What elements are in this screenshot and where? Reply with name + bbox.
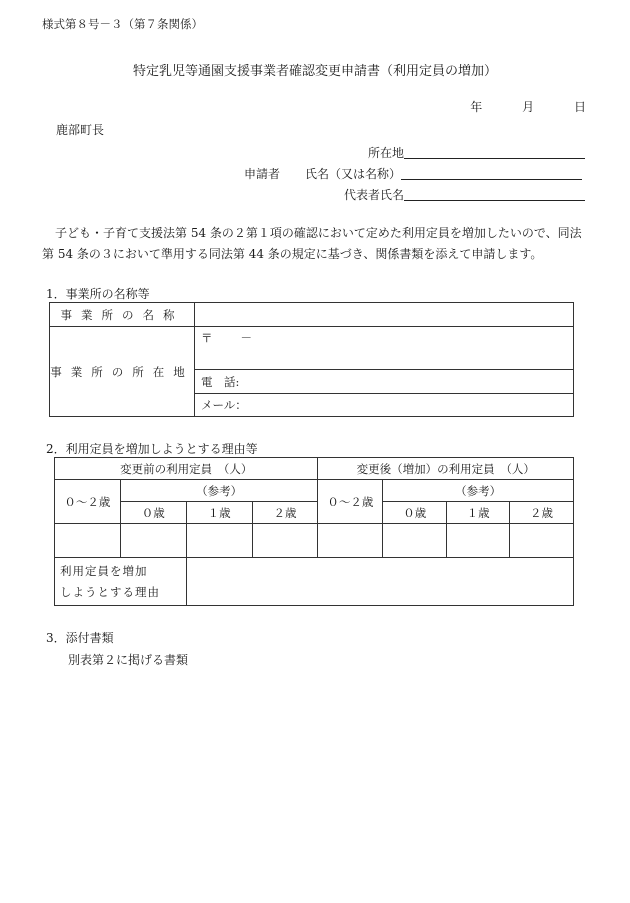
application-statement: 子ども・子育て支援法第 54 条の２第１項の確認において定めた利用定員を増加したいので、同法第 54 条の３において準用する同法第 44 条の規定に基づき、関係書類を添えて申請します。	[42, 226, 582, 261]
form-number: 様式第８号－３（第７条関係）	[42, 17, 203, 31]
section3-heading: 3．添付書類	[46, 631, 114, 645]
before-age-0-header: ０歳	[120, 502, 186, 524]
representative-field[interactable]	[404, 187, 585, 201]
before-age-1-input[interactable]	[186, 524, 252, 558]
after-reference-label: （参考）	[383, 480, 574, 502]
before-age-0-2-header: ０～２歳	[55, 480, 121, 524]
phone-label: 電 話:	[201, 374, 240, 389]
date-year: 年	[470, 100, 483, 114]
after-age-1-header: １歳	[447, 502, 510, 524]
date-month: 月	[522, 100, 535, 114]
after-age-1-input[interactable]	[447, 524, 510, 558]
after-age-2-input[interactable]	[510, 524, 574, 558]
before-age-2-input[interactable]	[252, 524, 318, 558]
name-label: 氏名（又は名称）	[305, 167, 402, 181]
name-field[interactable]	[401, 166, 582, 180]
reason-label-line2: しようとする理由	[60, 584, 160, 599]
after-age-2-header: ２歳	[510, 502, 574, 524]
before-capacity-header: 変更前の利用定員 （人）	[55, 458, 318, 480]
addressee: 鹿部町長	[56, 123, 105, 137]
before-age-1-header: １歳	[186, 502, 252, 524]
after-age-0-header: ０歳	[383, 502, 447, 524]
applicant-role-label: 申請者	[244, 167, 281, 181]
reason-field[interactable]	[186, 558, 573, 606]
address-field[interactable]	[404, 145, 585, 159]
before-age-0-2-input[interactable]	[55, 524, 121, 558]
date-day: 日	[573, 100, 586, 114]
postal-code-field[interactable]	[195, 327, 574, 370]
before-age-0-input[interactable]	[120, 524, 186, 558]
facility-location-label: 事業所の所在地	[50, 327, 195, 417]
capacity-table	[54, 457, 574, 606]
before-age-2-header: ２歳	[252, 502, 318, 524]
name-row	[305, 165, 582, 182]
address-row	[368, 144, 585, 161]
before-reference-label: （参考）	[120, 480, 318, 502]
phone-field[interactable]	[195, 370, 574, 394]
address-label: 所在地	[368, 146, 405, 160]
date-line	[470, 98, 586, 115]
postal-mark: 〒	[201, 331, 213, 345]
section1-heading: 1．事業所の名称等	[46, 287, 150, 301]
facility-name-field[interactable]	[195, 303, 574, 327]
reason-label-line1: 利用定員を増加	[60, 563, 148, 578]
attachments-content: 別表第２に掲げる書類	[68, 653, 189, 667]
after-capacity-header: 変更後（増加）の利用定員 （人）	[318, 458, 574, 480]
after-age-0-2-input[interactable]	[318, 524, 383, 558]
representative-label: 代表者氏名	[344, 188, 405, 202]
section2-heading: 2．利用定員を増加しようとする理由等	[46, 442, 258, 456]
email-label: メール：	[201, 398, 247, 412]
after-age-0-2-header: ０～２歳	[318, 480, 383, 524]
reason-label	[55, 558, 187, 606]
document-title: 特定乳児等通園支援事業者確認変更申請書（利用定員の増加）	[132, 64, 497, 79]
facility-name-label: 事業所の名称	[50, 303, 195, 327]
after-age-0-input[interactable]	[383, 524, 447, 558]
facility-table	[49, 302, 574, 417]
postal-dash: －	[240, 331, 252, 345]
representative-row	[344, 186, 585, 203]
email-field[interactable]	[195, 394, 574, 417]
